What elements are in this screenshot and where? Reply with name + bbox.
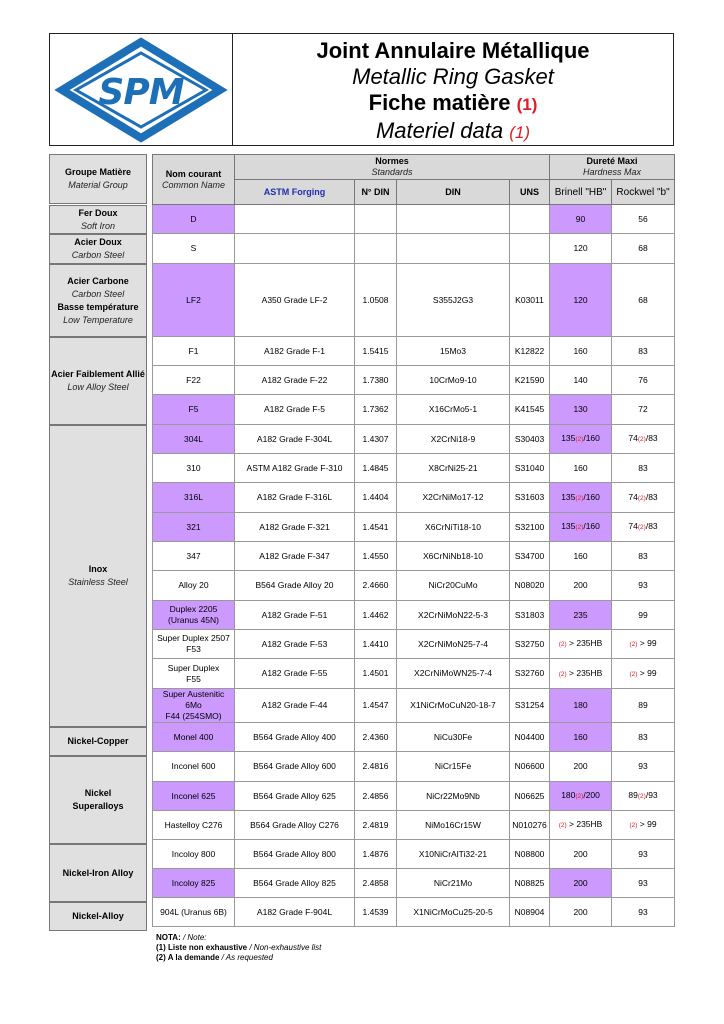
din-cell: X2CrNiMoN25-7-4	[397, 630, 510, 659]
common-name-line: Duplex 2205	[169, 604, 218, 614]
brinell-cell: 200	[550, 898, 612, 927]
as-requested-mark: (2)	[558, 670, 567, 678]
value: 74	[628, 521, 638, 531]
brinell-cell: 140	[550, 366, 612, 395]
as-requested-mark: (2)	[637, 494, 646, 502]
rockwell-cell: 93	[612, 869, 675, 898]
table-row	[153, 454, 675, 483]
astm-cell: B564 Grade Alloy 800	[235, 840, 355, 869]
astm-cell: A182 Grade F-51	[235, 601, 355, 630]
table-row	[153, 723, 675, 752]
common-name-cell	[153, 630, 235, 659]
brinell-cell: 120	[550, 264, 612, 337]
brinell-cell	[550, 782, 612, 811]
astm-cell: ASTM A182 Grade F-310	[235, 454, 355, 483]
value: 135	[561, 433, 576, 443]
subtitle-fr: Fiche matière (1)	[368, 90, 538, 115]
material-table	[152, 154, 675, 927]
uns-cell: N08020	[510, 571, 550, 601]
brinell-cell: 130	[550, 395, 612, 425]
rockwell-cell: 72	[612, 395, 675, 425]
ndin-cell: 2.4360	[355, 723, 397, 752]
ndin-cell: 2.4858	[355, 869, 397, 898]
value: > 99	[637, 638, 657, 648]
astm-header: ASTM Forging	[235, 180, 355, 205]
uns-cell	[510, 205, 550, 234]
din-cell: NiCr22Mo9Nb	[397, 782, 510, 811]
brinell-cell: 160	[550, 542, 612, 571]
astm-cell: A182 Grade F-347	[235, 542, 355, 571]
table-row	[153, 811, 675, 840]
table-row	[153, 366, 675, 395]
group-nickel-alloy: Nickel-Alloy	[49, 902, 147, 931]
din-cell: X16CrMo5-1	[397, 395, 510, 425]
as-requested-mark: (2)	[575, 436, 584, 443]
din-cell: X2CrNi18-9	[397, 425, 510, 454]
value: 74	[628, 433, 638, 443]
value: > 235HB	[566, 638, 603, 648]
common-name-line: F22	[186, 374, 201, 385]
logo-text: SPM	[98, 72, 184, 113]
din-cell	[397, 234, 510, 264]
uns-cell: N08800	[510, 840, 550, 869]
standards-header: Normes Standards	[235, 155, 550, 180]
uns-cell: N08825	[510, 869, 550, 898]
value: 135	[561, 521, 576, 531]
value: 89	[628, 790, 638, 800]
common-name-line: F53	[186, 644, 201, 654]
value: 180	[561, 790, 576, 800]
common-name-cell	[153, 752, 235, 782]
brinell-cell: 90	[550, 205, 612, 234]
brinell-cell	[550, 513, 612, 542]
rockwell-cell	[612, 782, 675, 811]
rockwell-cell: 76	[612, 366, 675, 395]
din-cell: X1NiCrMoCuN20-18-7	[397, 689, 510, 723]
common-name-cell	[153, 659, 235, 689]
common-name-cell	[153, 513, 235, 542]
din-cell: S355J2G3	[397, 264, 510, 337]
din-cell: 10CrMo9-10	[397, 366, 510, 395]
din-cell: 15Mo3	[397, 337, 510, 366]
ndin-cell: 1.4410	[355, 630, 397, 659]
common-name-cell	[153, 689, 235, 723]
din-cell: NiCu30Fe	[397, 723, 510, 752]
ndin-cell: 1.4547	[355, 689, 397, 723]
common-name-line: LF2	[186, 294, 201, 305]
rockwell-cell	[612, 659, 675, 689]
ndin-cell: 1.7362	[355, 395, 397, 425]
value: > 99	[637, 667, 657, 678]
uns-cell: S32750	[510, 630, 550, 659]
rockwell-cell: 83	[612, 542, 675, 571]
din-cell: X10NiCrAlTi32-21	[397, 840, 510, 869]
astm-cell: B564 Grade Alloy 625	[235, 782, 355, 811]
astm-cell: B564 Grade Alloy 400	[235, 723, 355, 752]
din-cell: X6CrNiNb18-10	[397, 542, 510, 571]
value: /160	[583, 433, 600, 443]
rockwell-cell: 83	[612, 454, 675, 483]
group-low-temperature: Acier Carbone Carbon Steel Basse température Low Temperature	[49, 264, 147, 337]
common-name-cell	[153, 898, 235, 927]
ref-mark: (1)	[509, 123, 531, 142]
rockwell-cell: 83	[612, 337, 675, 366]
as-requested-mark: (2)	[575, 793, 584, 800]
din-cell: NiCr15Fe	[397, 752, 510, 782]
uns-cell: S31603	[510, 483, 550, 513]
brinell-cell: 180	[550, 689, 612, 723]
table-row	[153, 571, 675, 601]
common-name-line: Inconel 625	[171, 790, 216, 801]
as-requested-mark: (2)	[629, 822, 638, 829]
spm-logo	[50, 34, 233, 145]
uns-cell: K21590	[510, 366, 550, 395]
ndin-cell: 1.4876	[355, 840, 397, 869]
table-row	[153, 542, 675, 571]
rockwell-cell	[612, 513, 675, 542]
uns-cell: S31040	[510, 454, 550, 483]
common-name-line: 6Mo	[185, 700, 202, 710]
brinell-cell	[550, 630, 612, 659]
value: > 235HB	[566, 667, 603, 678]
astm-cell: A182 Grade F-304L	[235, 425, 355, 454]
ndin-cell: 1.4539	[355, 898, 397, 927]
common-name-cell	[153, 205, 235, 234]
astm-cell: A182 Grade F-44	[235, 689, 355, 723]
astm-cell: B564 Grade Alloy 600	[235, 752, 355, 782]
common-name-cell	[153, 869, 235, 898]
uns-cell: S32760	[510, 659, 550, 689]
value: /200	[583, 790, 600, 800]
group-low-alloy: Acier Faiblement Allié Low Alloy Steel	[49, 337, 147, 425]
ndin-cell	[355, 234, 397, 264]
uns-cell: S31803	[510, 601, 550, 630]
rockwell-cell: 83	[612, 723, 675, 752]
common-name-cell	[153, 542, 235, 571]
ref-mark: (1)	[516, 95, 538, 114]
table-row	[153, 689, 675, 723]
astm-cell	[235, 205, 355, 234]
brinell-header: Brinell "HB"	[550, 180, 612, 205]
common-name-line: 310	[186, 462, 201, 473]
table-row	[153, 483, 675, 513]
ndin-cell: 1.4462	[355, 601, 397, 630]
common-name-line: 304L	[184, 433, 203, 444]
common-name-cell	[153, 723, 235, 752]
group-soft-iron: Fer Doux Soft Iron	[49, 205, 147, 234]
uns-cell: N06600	[510, 752, 550, 782]
table-row	[153, 513, 675, 542]
table-row	[153, 425, 675, 454]
logo-area	[50, 34, 233, 145]
din-cell: X8CrNi25-21	[397, 454, 510, 483]
as-requested-mark: (2)	[637, 524, 646, 531]
astm-cell: A182 Grade F-53	[235, 630, 355, 659]
ndin-cell: 2.4660	[355, 571, 397, 601]
value: /83	[645, 521, 658, 531]
common-name-line: Super Duplex	[167, 662, 220, 673]
astm-cell: A350 Grade LF-2	[235, 264, 355, 337]
table-row	[153, 840, 675, 869]
din-cell: NiCr20CuMo	[397, 571, 510, 601]
common-name-line: Incoloy 800	[171, 848, 216, 859]
common-name-line: F5	[188, 404, 199, 414]
uns-cell: N06625	[510, 782, 550, 811]
rockwell-cell	[612, 483, 675, 513]
note-2: (2) A la demande / As requested	[156, 953, 273, 962]
astm-cell: A182 Grade F-1	[235, 337, 355, 366]
astm-cell: B564 Grade Alloy 20	[235, 571, 355, 601]
hardness-header: Dureté Maxi Hardness Max	[550, 155, 675, 180]
astm-cell: A182 Grade F-55	[235, 659, 355, 689]
value: /83	[645, 433, 658, 443]
group-header: Groupe Matière Material Group	[49, 154, 147, 204]
brinell-cell: 200	[550, 752, 612, 782]
uns-header: UNS	[510, 180, 550, 205]
table-row	[153, 205, 675, 234]
common-name-line: F55	[186, 673, 201, 684]
common-name-line: 321	[186, 521, 201, 532]
note-label: NOTA: / Note:	[156, 933, 207, 942]
din-cell: NiCr21Mo	[397, 869, 510, 898]
uns-cell: S34700	[510, 542, 550, 571]
uns-cell: K03011	[510, 264, 550, 337]
subtitle-en: Materiel data (1)	[375, 118, 531, 143]
value: /160	[583, 521, 600, 531]
common-name-cell	[153, 234, 235, 264]
common-name-cell	[153, 601, 235, 630]
common-name-line: Monel 400	[173, 731, 214, 742]
common-name-line: D	[190, 213, 197, 224]
as-requested-mark: (2)	[629, 670, 638, 678]
brinell-cell: 200	[550, 840, 612, 869]
common-name-line: Hastelloy C276	[164, 819, 223, 830]
uns-cell: K12822	[510, 337, 550, 366]
rockwell-cell: 89	[612, 689, 675, 723]
ndin-cell: 2.4819	[355, 811, 397, 840]
common-name-cell	[153, 425, 235, 454]
brinell-cell: 200	[550, 869, 612, 898]
astm-cell: A182 Grade F-321	[235, 513, 355, 542]
astm-cell: B564 Grade Alloy C276	[235, 811, 355, 840]
table-row	[153, 337, 675, 366]
ndin-cell: 1.5415	[355, 337, 397, 366]
common-name-line: 347	[186, 550, 201, 561]
title-block	[233, 34, 673, 145]
common-name-cell	[153, 811, 235, 840]
ndin-cell: 2.4856	[355, 782, 397, 811]
uns-cell: S31254	[510, 689, 550, 723]
as-requested-mark: (2)	[575, 524, 584, 531]
brinell-cell	[550, 659, 612, 689]
rockwell-cell: 93	[612, 840, 675, 869]
table-row	[153, 659, 675, 689]
ndin-cell: 1.4845	[355, 454, 397, 483]
ndin-cell: 1.4550	[355, 542, 397, 571]
astm-cell: A182 Grade F-904L	[235, 898, 355, 927]
common-name-line: (Uranus 45N)	[167, 615, 220, 625]
common-name-line: F1	[188, 345, 199, 356]
uns-cell: N010276	[510, 811, 550, 840]
din-cell: NiMo16Cr15W	[397, 811, 510, 840]
ndin-cell: 1.4541	[355, 513, 397, 542]
table-row	[153, 630, 675, 659]
common-name-cell	[153, 483, 235, 513]
note-1: (1) Liste non exhaustive / Non-exhaustive list	[156, 943, 322, 952]
rockwell-cell: 68	[612, 264, 675, 337]
astm-cell: A182 Grade F-316L	[235, 483, 355, 513]
brinell-cell: 160	[550, 337, 612, 366]
value: 74	[628, 491, 638, 502]
brinell-cell	[550, 811, 612, 840]
as-requested-mark: (2)	[575, 494, 584, 502]
as-requested-mark: (2)	[629, 641, 638, 648]
astm-cell: A182 Grade F-5	[235, 395, 355, 425]
din-cell: X2CrNiMoN22-5-3	[397, 601, 510, 630]
group-carbon-steel: Acier Doux Carbon Steel	[49, 234, 147, 264]
common-name-line: Super Duplex 2507	[157, 633, 230, 643]
astm-cell: B564 Grade Alloy 825	[235, 869, 355, 898]
table-row	[153, 395, 675, 425]
value: /160	[583, 491, 600, 502]
group-nickel-superalloys: Nickel Superalloys	[49, 756, 147, 844]
common-name-cell	[153, 337, 235, 366]
common-name-cell	[153, 366, 235, 395]
ndin-cell: 1.4501	[355, 659, 397, 689]
rockwell-cell: 93	[612, 898, 675, 927]
uns-cell: K41545	[510, 395, 550, 425]
uns-cell	[510, 234, 550, 264]
as-requested-mark: (2)	[637, 793, 646, 800]
table-row	[153, 752, 675, 782]
din-cell: X2CrNiMo17-12	[397, 483, 510, 513]
din-cell: X2CrNiMoWN25-7-4	[397, 659, 510, 689]
table-row	[153, 869, 675, 898]
ndin-cell: 1.7380	[355, 366, 397, 395]
rockwell-cell	[612, 811, 675, 840]
common-name-cell	[153, 571, 235, 601]
din-header: DIN	[397, 180, 510, 205]
rockwell-cell: 93	[612, 571, 675, 601]
value: > 99	[637, 819, 657, 829]
common-name-cell	[153, 395, 235, 425]
ndin-cell	[355, 205, 397, 234]
document-header	[49, 33, 674, 146]
common-name-cell	[153, 840, 235, 869]
brinell-cell: 200	[550, 571, 612, 601]
din-cell	[397, 205, 510, 234]
rockwell-cell: 99	[612, 601, 675, 630]
ndin-header: N° DIN	[355, 180, 397, 205]
din-cell: X6CrNiTi18-10	[397, 513, 510, 542]
value: 135	[561, 491, 576, 502]
common-name-line: Incoloy 825	[171, 877, 216, 888]
value: /93	[645, 790, 658, 800]
common-name-line: 316L	[184, 492, 203, 502]
title-en: Metallic Ring Gasket	[352, 64, 554, 89]
common-name-cell	[153, 782, 235, 811]
common-name-line: Alloy 20	[178, 580, 209, 590]
rockwell-cell	[612, 630, 675, 659]
ndin-cell: 1.4404	[355, 483, 397, 513]
table-row	[153, 601, 675, 630]
ndin-cell: 1.4307	[355, 425, 397, 454]
brinell-cell	[550, 483, 612, 513]
brinell-cell: 120	[550, 234, 612, 264]
table-row	[153, 898, 675, 927]
value: > 235HB	[566, 819, 603, 829]
common-name-header: Nom courant Common Name	[153, 155, 235, 205]
table-body	[153, 205, 675, 927]
title-fr: Joint Annulaire Métallique	[316, 38, 590, 63]
common-name-line: S	[190, 243, 197, 253]
rockwell-cell: 93	[612, 752, 675, 782]
rockwell-cell: 68	[612, 234, 675, 264]
uns-cell: S30403	[510, 425, 550, 454]
rockwell-cell: 56	[612, 205, 675, 234]
ndin-cell: 1.0508	[355, 264, 397, 337]
common-name-line: Inconel 600	[171, 761, 216, 771]
common-name-line: Super Austenitic	[162, 689, 225, 699]
as-requested-mark: (2)	[637, 436, 646, 443]
uns-cell: S32100	[510, 513, 550, 542]
brinell-cell	[550, 425, 612, 454]
table-row	[153, 264, 675, 337]
table-row	[153, 782, 675, 811]
common-name-cell	[153, 454, 235, 483]
common-name-line: F44 (254SMO)	[165, 711, 222, 721]
brinell-cell: 160	[550, 723, 612, 752]
group-stainless: Inox Stainless Steel	[49, 425, 147, 727]
din-cell: X1NiCrMoCu25-20-5	[397, 898, 510, 927]
ndin-cell: 2.4816	[355, 752, 397, 782]
uns-cell: N04400	[510, 723, 550, 752]
rockwell-cell	[612, 425, 675, 454]
table-row	[153, 234, 675, 264]
rockwell-header: Rockwel "b"	[612, 180, 675, 205]
as-requested-mark: (2)	[558, 641, 567, 648]
as-requested-mark: (2)	[558, 822, 567, 829]
common-name-line: 904L (Uranus 6B)	[160, 906, 227, 917]
common-name-cell	[153, 264, 235, 337]
astm-cell	[235, 234, 355, 264]
uns-cell: N08904	[510, 898, 550, 927]
value: /83	[645, 491, 658, 502]
group-nickel-copper: Nickel-Copper	[49, 727, 147, 756]
brinell-cell: 235	[550, 601, 612, 630]
group-nickel-iron: Nickel-Iron Alloy	[49, 844, 147, 902]
brinell-cell: 160	[550, 454, 612, 483]
astm-cell: A182 Grade F-22	[235, 366, 355, 395]
notes	[156, 933, 321, 963]
